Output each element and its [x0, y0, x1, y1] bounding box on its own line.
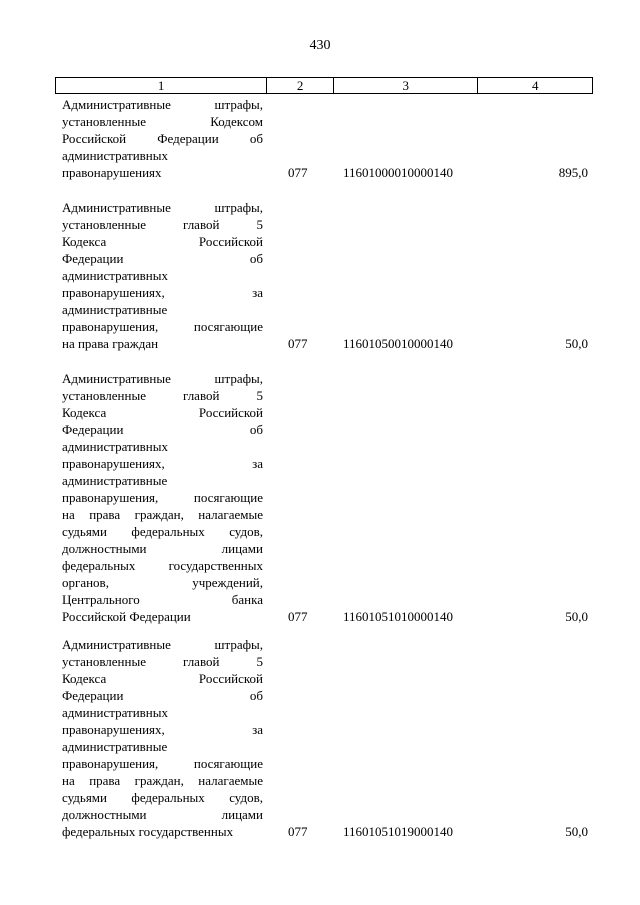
description-line [62, 96, 263, 113]
header-col-1: 1 [56, 78, 267, 93]
description-line [62, 721, 263, 738]
description-word: штрафы, [214, 97, 263, 112]
description-word: об [249, 422, 263, 437]
description-line [62, 318, 263, 335]
description-word: Кодекса [62, 671, 107, 686]
description-word: Федерации [157, 131, 219, 146]
description-line [62, 789, 263, 806]
description-word: административных [62, 268, 168, 283]
description-word: правонарушения, [62, 756, 159, 771]
description-line [62, 772, 263, 789]
row-kbk-code: 11601051019000140 [343, 824, 454, 839]
description-word: установленные [62, 388, 146, 403]
description-word: за [252, 722, 263, 737]
description-line [62, 421, 263, 438]
description-line [62, 472, 263, 489]
description-word: права [89, 507, 121, 522]
description-word: Кодекса [62, 405, 107, 420]
description-line [62, 738, 263, 755]
row-amount: 895,0 [558, 165, 588, 180]
row-admin-code: 077 [288, 336, 308, 351]
row-kbk-code: 11601000010000140 [343, 165, 454, 180]
description-line [62, 806, 263, 823]
description-word: 5 [256, 654, 263, 669]
description-line [62, 653, 263, 670]
page-number: 430 [309, 38, 331, 53]
description-word: за [252, 285, 263, 300]
description-word: лицами [221, 541, 263, 556]
description-line [62, 387, 263, 404]
description-word: Центрального [62, 592, 140, 607]
description-word: установленные [62, 217, 146, 232]
description-word: административные [62, 473, 168, 488]
description-word: судов, [229, 790, 263, 805]
description-word: правонарушения, [62, 490, 159, 505]
row-amount: 50,0 [565, 336, 588, 351]
description-word: права [89, 773, 121, 788]
description-word: правонарушениях, [62, 722, 165, 737]
description-word: административных [62, 148, 168, 163]
description-line [62, 636, 263, 653]
description-line [62, 506, 263, 523]
description-word: судьями [62, 524, 107, 539]
description-word: Административные [62, 200, 171, 215]
description-word: 5 [256, 217, 263, 232]
description-word: лицами [221, 807, 263, 822]
description-word: Федерации [62, 422, 124, 437]
row-admin-code: 077 [288, 824, 308, 839]
description-line [62, 608, 263, 625]
row-admin-code: 077 [288, 165, 308, 180]
description-word: Федерации [62, 251, 124, 266]
description-line [62, 199, 263, 216]
description-word: об [249, 251, 263, 266]
description-word: федеральных [131, 524, 205, 539]
description-word: на [62, 773, 75, 788]
description-word: штрафы, [214, 371, 263, 386]
row-kbk-code: 11601050010000140 [343, 336, 454, 351]
table-header [55, 77, 593, 94]
description-word: Кодексом [210, 114, 263, 129]
description-line [62, 233, 263, 250]
description-line [62, 164, 263, 181]
description-word: главой [183, 388, 220, 403]
description-word: должностными [62, 807, 147, 822]
description-word: Кодекса [62, 234, 107, 249]
header-col-3: 3 [334, 78, 478, 93]
description-word: налагаемые [198, 507, 263, 522]
description-word: судов, [229, 524, 263, 539]
description-word: граждан, [134, 773, 184, 788]
description-word: главой [183, 217, 220, 232]
description-word: правонарушениях [62, 165, 162, 180]
description-word: посягающие [193, 319, 263, 334]
description-word: правонарушения, [62, 319, 159, 334]
description-word: административных [62, 705, 168, 720]
description-word: Административные [62, 371, 171, 386]
description-word: главой [183, 654, 220, 669]
description-word: Российской [198, 234, 263, 249]
description-line [62, 335, 263, 352]
row-admin-code: 077 [288, 609, 308, 624]
description-word: установленные [62, 654, 146, 669]
description-word: на [62, 507, 75, 522]
description-line [62, 301, 263, 318]
description-line [62, 557, 263, 574]
description-word: установленные [62, 114, 146, 129]
row-amount: 50,0 [565, 609, 588, 624]
header-col-2: 2 [267, 78, 334, 93]
description-word: на права граждан [62, 336, 159, 351]
description-line [62, 591, 263, 608]
row-description [62, 199, 263, 352]
description-word: Российской [198, 671, 263, 686]
description-word: штрафы, [214, 637, 263, 652]
description-line [62, 438, 263, 455]
description-line [62, 267, 263, 284]
description-word: за [252, 456, 263, 471]
description-line [62, 687, 263, 704]
description-line [62, 574, 263, 591]
description-word: штрафы, [214, 200, 263, 215]
description-word: федеральных [62, 558, 136, 573]
row-description [62, 96, 263, 181]
description-word: административные [62, 739, 168, 754]
description-line [62, 755, 263, 772]
description-line [62, 704, 263, 721]
description-line [62, 489, 263, 506]
header-col-4: 4 [531, 78, 539, 93]
description-word: правонарушениях, [62, 285, 165, 300]
description-line [62, 523, 263, 540]
description-word: посягающие [193, 756, 263, 771]
description-word: посягающие [193, 490, 263, 505]
row-description [62, 370, 263, 625]
description-word: об [249, 688, 263, 703]
description-word: административные [62, 302, 168, 317]
description-word: граждан, [134, 507, 184, 522]
row-description [62, 636, 263, 840]
description-word: Административные [62, 97, 171, 112]
description-text: федеральных государственных [62, 824, 234, 839]
description-word: Российской [62, 131, 127, 146]
description-word: учреждений, [192, 575, 263, 590]
description-word: правонарушениях, [62, 456, 165, 471]
description-word: государственных [168, 558, 263, 573]
row-kbk-code: 11601051010000140 [343, 609, 454, 624]
description-word: 5 [256, 388, 263, 403]
description-word: должностными [62, 541, 147, 556]
description-word: Федерации [62, 688, 124, 703]
description-line [62, 455, 263, 472]
description-line [62, 370, 263, 387]
description-word: судьями [62, 790, 107, 805]
description-line [62, 404, 263, 421]
description-line [62, 130, 263, 147]
description-word: Российской [198, 405, 263, 420]
description-line [62, 823, 263, 840]
description-word: административных [62, 439, 168, 454]
description-word: федеральных [131, 790, 205, 805]
row-amount: 50,0 [565, 824, 588, 839]
description-word: банка [231, 592, 263, 607]
description-line [62, 250, 263, 267]
description-line [62, 113, 263, 130]
description-word: органов, [62, 575, 109, 590]
description-line [62, 284, 263, 301]
description-line [62, 147, 263, 164]
description-word: Российской Федерации [62, 609, 191, 624]
description-word: налагаемые [198, 773, 263, 788]
description-line [62, 216, 263, 233]
description-line [62, 540, 263, 557]
description-word: Административные [62, 637, 171, 652]
description-word: об [249, 131, 263, 146]
description-line [62, 670, 263, 687]
